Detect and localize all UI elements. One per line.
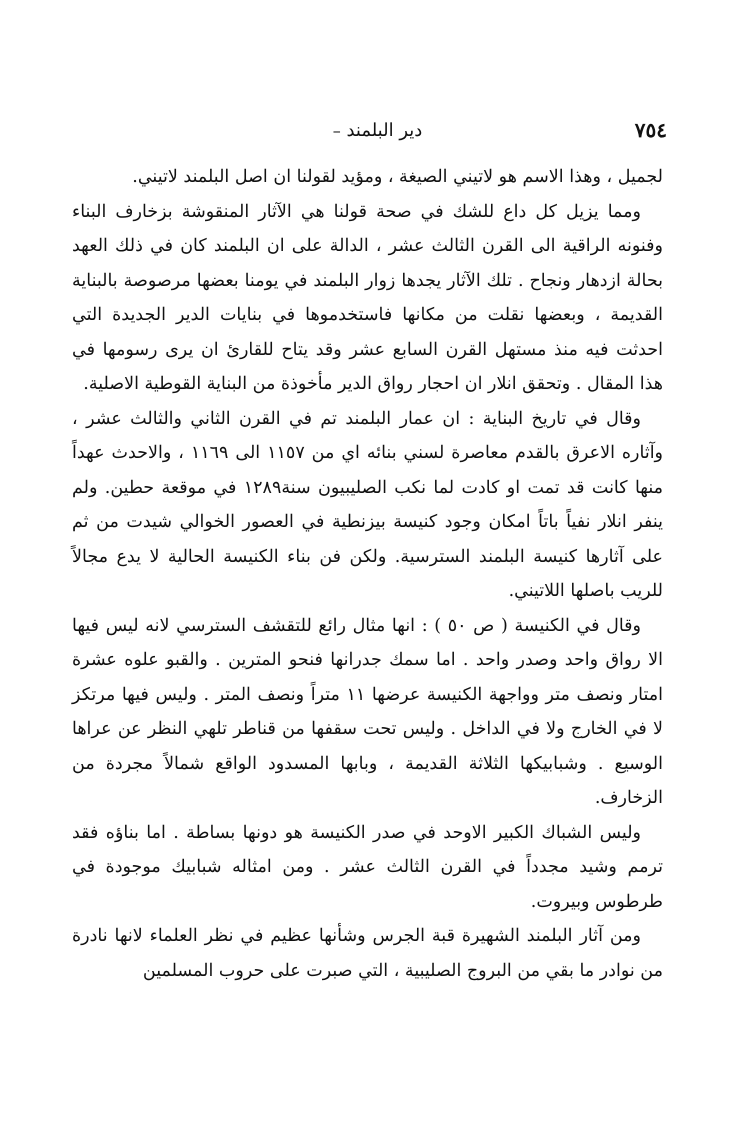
paragraph-2: ومما يزيل كل داع للشك في صحة قولنا هي الآثار المنقوشة بزخارف البناء وفنونه الراقية الى القرن الثالث عشر ، الدالة على ان البلمند كان في ذلك العهد بحالة ازدهار ونجاح . تلك الآثار يجدها زوار البلمند في يومنا بعضها مرصوصة بالبناية القديمة ، وبعضها نقلت من مكانها فاستخدموها في بنايات الدير الجديدة التي احدثت فيه منذ مستهل القرن السابع عشر وقد يتاح للقارئ ان يرى رسومها في هذا المقال . وتحقق انلار ان احجار رواق الدير مأخوذة من البناية القوطية الاصلية.: [72, 201, 663, 394]
paragraph-1: لجميل ، وهذا الاسم هو لاتيني الصيغة ، ومؤيد لقولنا ان اصل البلمند لاتيني.: [132, 167, 663, 187]
paragraph-3: وقال في تاريخ البناية : ان عمار البلمند تم في القرن الثاني والثالث عشر ، وآثاره الاعرق بالقدم معاصرة لسني بنائه اي من ١١٥٧ الى ١١٦٩ ، والاحدث عهداً منها كانت قد تمت او كادت لما نكب الصليبيون سنة١٢٨٩ في موقعة حطين. ولم ينفر انلار نفياً باتاً امكان وجود كنيسة بيزنطية في العصور الخوالي شيدت من ثم على آثارها كنيسة البلمند السترسية. ولكن فن بناء الكنيسة الحالية لا يدع مجالاً للريب باصلها اللاتيني.: [72, 408, 664, 601]
body-text: [72, 160, 663, 988]
paragraph-5: وليس الشباك الكبير الاوحد في صدر الكنيسة هو دونها بساطة . اما بناؤه فقد ترمم وشيد مجدداً في القرن الثالث عشر . ومن امثاله شبابيك موجودة في طرطوس وبيروت.: [72, 822, 663, 912]
running-title: [80, 120, 675, 141]
running-title-text: دير البلمند: [346, 120, 423, 141]
paragraph-4: وقال في الكنيسة ( ص ٥٠ ) : انها مثال رائع للتقشف السترسي لانه ليس فيها الا رواق واحد وصدر واحد . اما سمك جدرانها فنحو المترين . والقبو علوه عشرة امتار ونصف متر وواجهة الكنيسة عرضها ١١ متراً ونصف المتر . وليس فيها مرتكز لا في الخارج ولا في الداخل . وليس تحت سقفها من قناطر تلهي النظر عن عراها الوسيع . وشبابيكها الثلاثة القديمة ، وبابها المسدود الواقع شمالاً مجردة من الزخارف.: [72, 615, 663, 808]
running-title-dash: –: [332, 121, 341, 140]
paragraph-6: ومن آثار البلمند الشهيرة قبة الجرس وشأنها عظيم في نظر العلماء لانها نادرة من نوادر ما بقي من البروج الصليبية ، التي صبرت على حروب المسلمين: [72, 926, 663, 981]
page-number: ٧٥٤: [634, 118, 667, 142]
page-header: [80, 118, 675, 152]
